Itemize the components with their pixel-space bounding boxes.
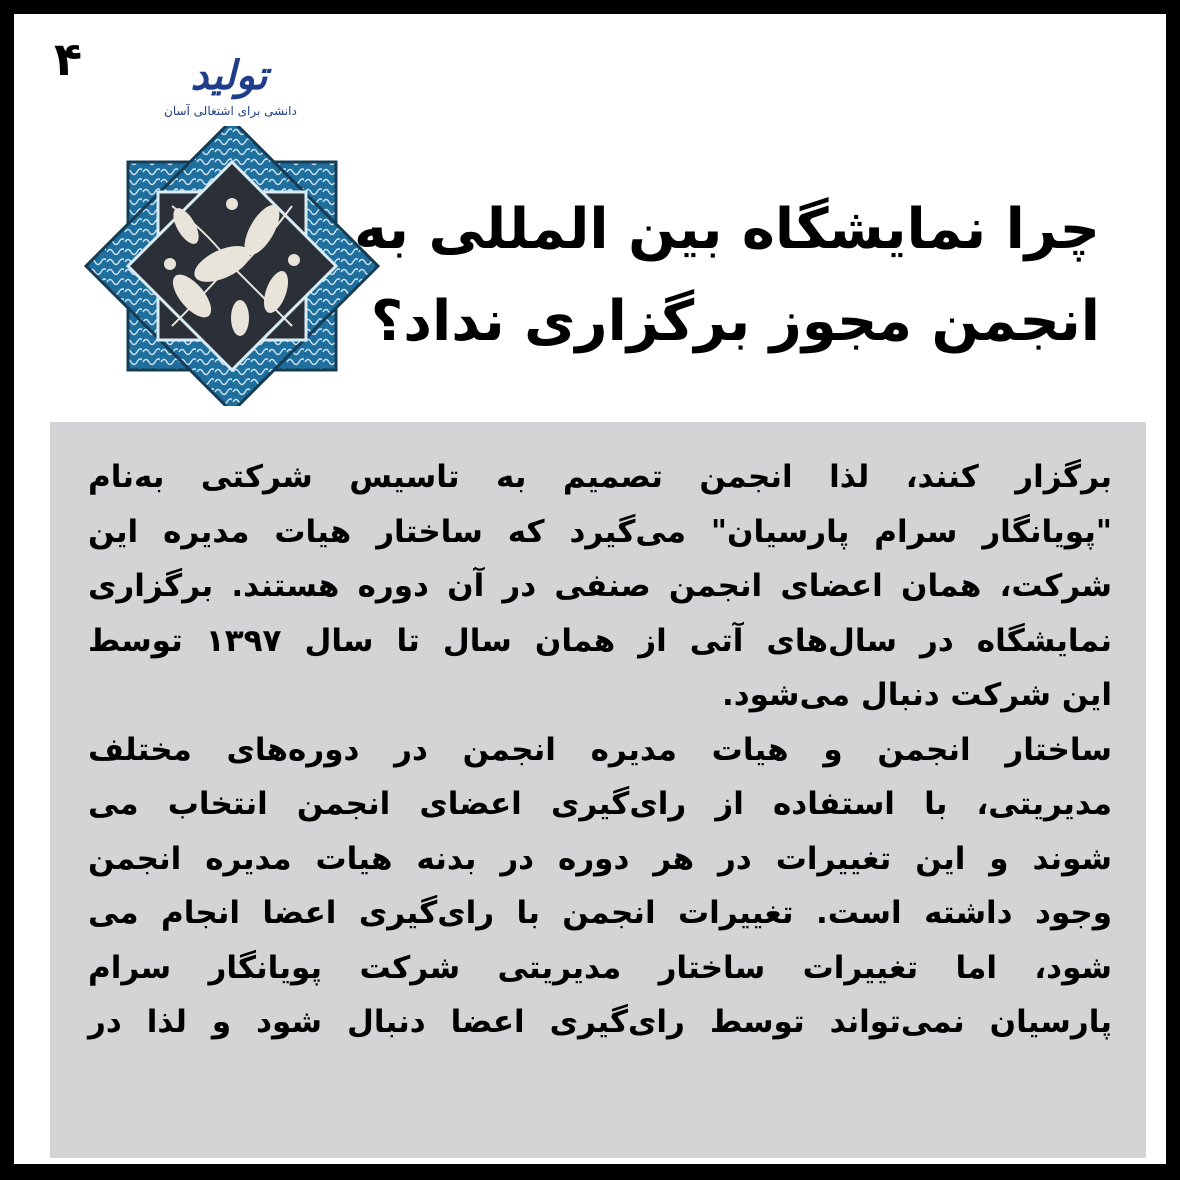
article-text-panel bbox=[50, 422, 1146, 1158]
star-tile-image bbox=[82, 126, 382, 406]
body-line: وجود داشته است. تغییرات انجمن با رای‌گیری اعضا انجام می bbox=[88, 895, 1112, 931]
body-line: شوند و این تغییرات در هر دوره در بدنه هیات مدیره انجمن bbox=[88, 840, 1112, 877]
body-line: برگزار کنند، لذا انجمن تصمیم به تاسیس شرکتی به‌نام bbox=[88, 459, 1112, 495]
body-line: شود، اما تغییرات ساختار مدیریتی شرکت پویانگار سرام bbox=[88, 949, 1112, 986]
logo-tagline: دانشی برای اشتغالی آسان bbox=[164, 104, 297, 118]
body-line: نمایشگاه در سال‌های آتی از همان سال تا سال ۱۳۹۷ توسط bbox=[88, 622, 1112, 659]
body-line: "پویانگار سرام پارسیان" می‌گیرد که ساختار هیات مدیره این bbox=[88, 513, 1112, 550]
body-line: مدیریتی، با استفاده از رای‌گیری اعضای انجمن انتخاب می bbox=[88, 786, 1112, 822]
publisher-logo bbox=[164, 52, 297, 134]
body-line: ساختار انجمن و هیات مدیره انجمن در دوره‌های مختلف bbox=[88, 731, 1112, 768]
article-title bbox=[353, 184, 1100, 368]
title-line: چرا نمایشگاه بین المللی به bbox=[353, 197, 1100, 262]
page-frame bbox=[14, 14, 1166, 1164]
body-line: این شرکت دنبال می‌شود. bbox=[721, 677, 1112, 713]
body-line: پارسیان نمی‌تواند توسط رای‌گیری اعضا دنبال شود و لذا در bbox=[88, 1004, 1112, 1040]
page-number: ۴ bbox=[54, 32, 83, 86]
article-body bbox=[88, 450, 1112, 1050]
logo-wordmark: تولید bbox=[190, 52, 268, 99]
title-line: انجمن مجوز برگزاری نداد؟ bbox=[370, 289, 1100, 354]
body-line: شرکت، همان اعضای انجمن صنفی در آن دوره هستند. برگزاری bbox=[88, 568, 1112, 604]
